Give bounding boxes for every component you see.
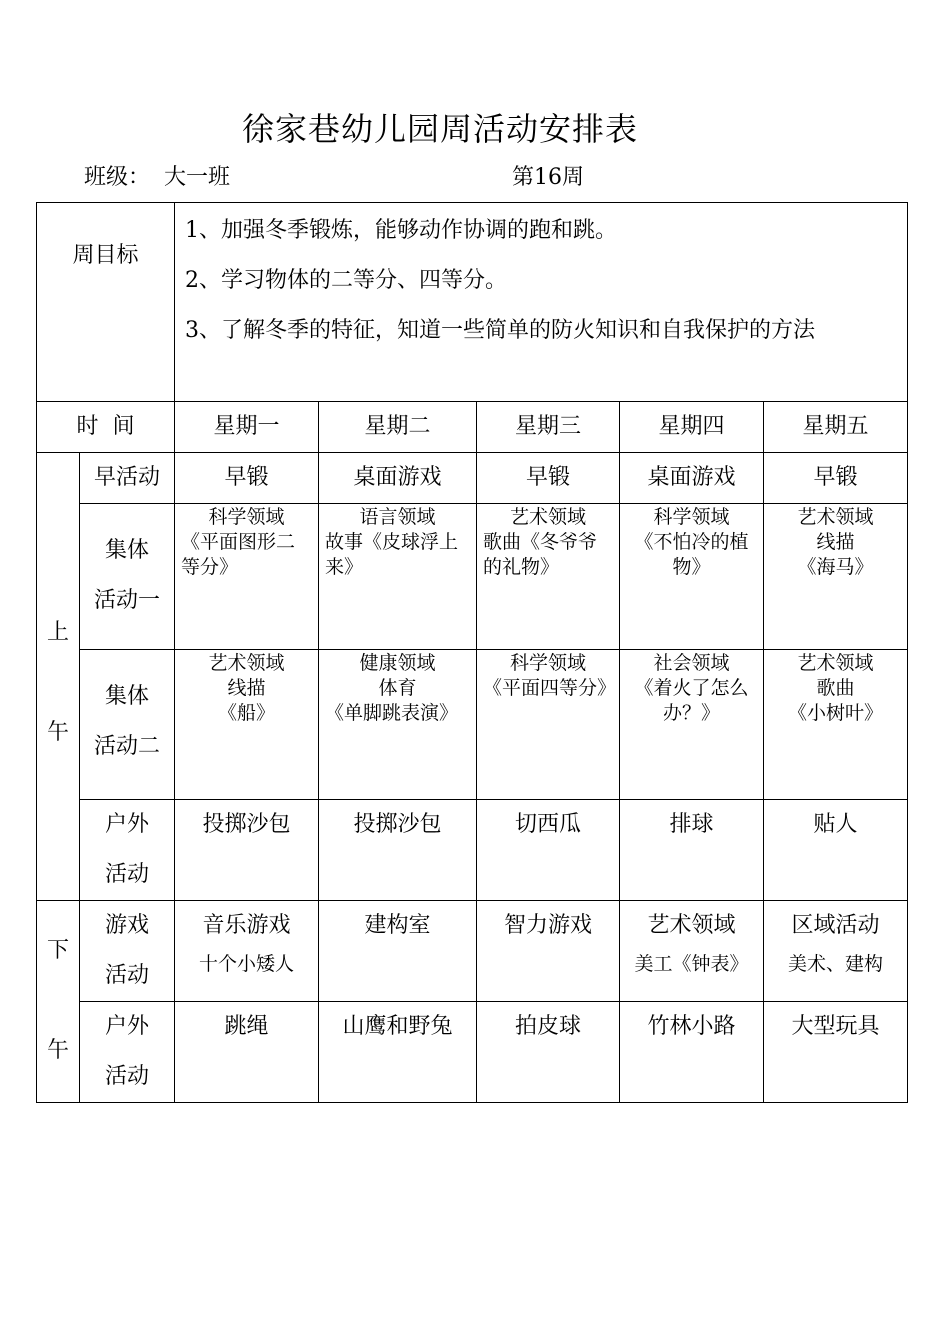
- morning-outdoor-label: [80, 800, 175, 901]
- afternoon-outdoor-row: [37, 1002, 908, 1103]
- cell-line: 体育: [378, 677, 417, 699]
- table-cell: 早锻: [477, 453, 620, 504]
- table-cell: [620, 504, 764, 650]
- cell-line: 《着火了怎么办？》: [634, 677, 749, 724]
- cell-line: 歌曲《冬爷爷的礼物》: [483, 531, 598, 578]
- class-value: 大一班: [164, 165, 231, 190]
- cell-line: 故事《皮球浮上来》: [325, 531, 459, 578]
- cell-line: 语言领域: [359, 506, 436, 528]
- morning-outdoor-row: [37, 800, 908, 901]
- afternoon-games-row: [37, 901, 908, 1002]
- week-number: 第16周: [512, 165, 584, 190]
- table-cell: 桌面游戏: [620, 453, 764, 504]
- table-cell: 拍皮球: [477, 1002, 620, 1103]
- afternoon-label: [37, 901, 80, 1103]
- header-row: [37, 402, 908, 453]
- early-activity-row: [37, 453, 908, 504]
- label-line: 户外: [105, 1014, 150, 1039]
- cell-line: 《小树叶》: [788, 702, 884, 724]
- cell-line: 健康领域: [359, 652, 436, 674]
- cell-line: 艺术领域: [510, 506, 587, 528]
- cell-line: 区域活动: [791, 913, 880, 938]
- schedule-table: [36, 202, 908, 1103]
- table-cell: 山鹰和野兔: [319, 1002, 477, 1103]
- cell-line: 线描: [227, 677, 266, 699]
- cell-line: 《单脚跳表演》: [325, 702, 459, 724]
- goal-item: 1、加强冬季锻炼，能够动作协调的跑和跳。: [185, 218, 618, 243]
- label-line: 活动一: [94, 588, 161, 613]
- morning-label-bottom: 午: [46, 720, 69, 745]
- group-activity-2-row: [37, 650, 908, 800]
- group-activity-1-label: [80, 504, 175, 650]
- class-info: [84, 160, 230, 191]
- table-cell: [175, 650, 319, 800]
- group-activity-1-row: [37, 504, 908, 650]
- class-label: 班级：: [84, 165, 151, 190]
- table-cell: [175, 504, 319, 650]
- early-activity-label: 早活动: [80, 453, 175, 504]
- afternoon-outdoor-label: [80, 1002, 175, 1103]
- morning-label: [37, 453, 80, 901]
- table-cell: [620, 901, 764, 1002]
- cell-line: 科学领域: [510, 652, 587, 674]
- morning-label-top: 上: [46, 620, 69, 645]
- afternoon-label-top: 下: [46, 938, 69, 963]
- group-activity-2-label: [80, 650, 175, 800]
- cell-line: 艺术领域: [647, 913, 736, 938]
- label-line: 活动: [105, 963, 150, 988]
- table-cell: [319, 901, 477, 1002]
- cell-line: 美工《钟表》: [634, 953, 749, 975]
- cell-line: 《海马》: [797, 556, 874, 578]
- table-cell: 早锻: [764, 453, 908, 504]
- time-header: 时 间: [37, 402, 175, 453]
- table-cell: 跳绳: [175, 1002, 319, 1103]
- cell-line: 智力游戏: [504, 913, 593, 938]
- label-line: 集体: [105, 538, 150, 563]
- goal-item: 2、学习物体的二等分、四等分。: [185, 268, 508, 293]
- table-cell: 大型玩具: [764, 1002, 908, 1103]
- table-cell: [764, 504, 908, 650]
- cell-line: 《船》: [218, 702, 276, 724]
- cell-line: 艺术领域: [797, 506, 874, 528]
- cell-line: 《不怕冷的植物》: [634, 531, 749, 578]
- table-cell: [477, 901, 620, 1002]
- goal-item: 3、了解冬季的特征，知道一些简单的防火知识和自我保护的方法: [185, 318, 816, 343]
- label-line: 活动二: [94, 734, 161, 759]
- table-cell: 投掷沙包: [319, 800, 477, 901]
- cell-line: 音乐游戏: [202, 913, 291, 938]
- goals-row: [37, 203, 908, 402]
- page-title: 徐家巷幼儿园周活动安排表: [241, 110, 638, 148]
- table-cell: 桌面游戏: [319, 453, 477, 504]
- table-cell: [175, 901, 319, 1002]
- day-header: 星期一: [175, 402, 319, 453]
- games-label: [80, 901, 175, 1002]
- table-cell: [477, 650, 620, 800]
- cell-line: 艺术领域: [797, 652, 874, 674]
- label-line: 游戏: [105, 913, 150, 938]
- cell-line: 《平面四等分》: [483, 677, 617, 699]
- cell-line: 科学领域: [208, 506, 285, 528]
- cell-line: 《平面图形二等分》: [181, 531, 296, 578]
- table-cell: 投掷沙包: [175, 800, 319, 901]
- table-cell: [477, 504, 620, 650]
- label-line: 集体: [105, 684, 150, 709]
- day-header: 星期二: [319, 402, 477, 453]
- cell-line: 十个小矮人: [199, 953, 295, 975]
- goals-label: 周目标: [37, 203, 175, 402]
- label-line: 户外: [105, 812, 150, 837]
- cell-line: 歌曲: [816, 677, 855, 699]
- table-cell: [620, 650, 764, 800]
- table-cell: [319, 504, 477, 650]
- table-cell: [764, 901, 908, 1002]
- cell-line: 社会领域: [653, 652, 730, 674]
- afternoon-label-bottom: 午: [46, 1038, 69, 1063]
- table-cell: [319, 650, 477, 800]
- cell-line: 线描: [816, 531, 855, 553]
- goals-list: [175, 203, 908, 402]
- cell-line: 美术、建构: [788, 953, 884, 975]
- day-header: 星期五: [764, 402, 908, 453]
- cell-line: 艺术领域: [208, 652, 285, 674]
- cell-line: 科学领域: [653, 506, 730, 528]
- day-header: 星期四: [620, 402, 764, 453]
- table-cell: 排球: [620, 800, 764, 901]
- label-line: 活动: [105, 1064, 150, 1089]
- table-cell: 贴人: [764, 800, 908, 901]
- day-header: 星期三: [477, 402, 620, 453]
- table-cell: [764, 650, 908, 800]
- table-cell: 切西瓜: [477, 800, 620, 901]
- cell-line: 建构室: [364, 913, 431, 938]
- table-cell: 早锻: [175, 453, 319, 504]
- label-line: 活动: [105, 862, 150, 887]
- table-cell: 竹林小路: [620, 1002, 764, 1103]
